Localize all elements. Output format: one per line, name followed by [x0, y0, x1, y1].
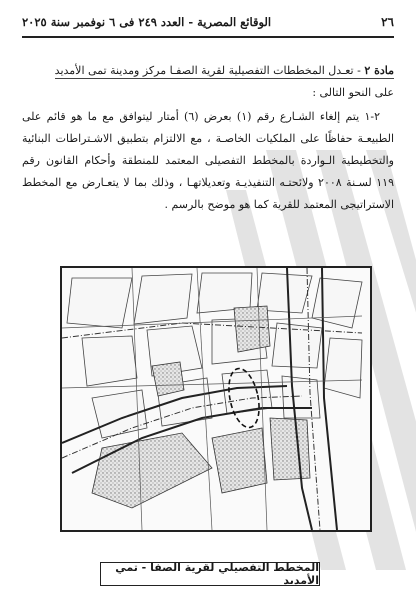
page-number: ٢٦ [381, 15, 394, 29]
article-heading: - تعـدل المخططات التفصيلية لقرية الصفـا مركز ومدينة تمى الأمديد [54, 64, 365, 77]
detailed-plan-map [60, 266, 372, 532]
map-caption [100, 562, 320, 586]
map-drawing [62, 268, 370, 530]
map-caption-text: المخطط التفصيلي لقرية الصفا - تمي الأمديد [115, 561, 319, 587]
article-text [22, 60, 394, 216]
article-heading-cont: على النحو التالى : [312, 86, 394, 99]
article-label: مادة ٢ [364, 64, 394, 77]
header-rule [22, 36, 394, 38]
article-body: ٢-١ يتم إلغاء الشـارع رقم (١) بعرض (٦) أمتار ليتوافق مع ما هو قائم على الطبيعـة حفاظًا على الملكيات الخاصـة ، مع الالتزام بتطبيق الاشـتراطات البنائية والتخطيطية الـواردة بالمخطط التفصيلى المعتمد للمنطقة وأحكام القانون رقم ١١٩ لسـنة ٢٠٠٨ ولائحتـه التنفيذيـة وتعديلاتهـا ، وذلك بما لا يتعـارض مع المخطط الاستراتيجى المعتمد للقرية كما هو موضح بالرسم . [22, 110, 394, 211]
article-heading-line [22, 60, 394, 82]
header-title: الوقائع المصرية - العدد ٢٤٩ فى ٦ نوفمبر سنة ٢٠٢٥ [22, 15, 272, 29]
page-header [22, 12, 394, 32]
